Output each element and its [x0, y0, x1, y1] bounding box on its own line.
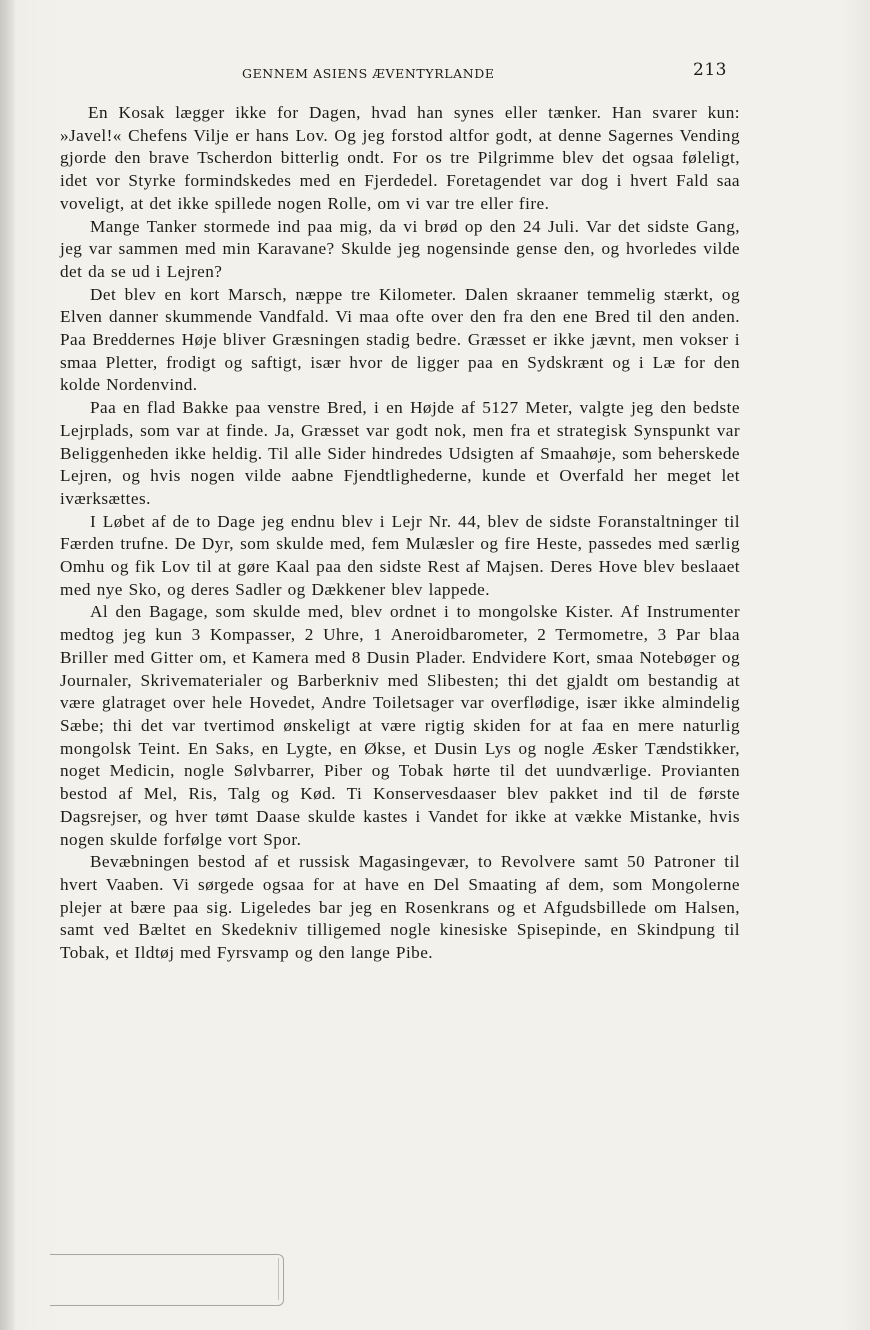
paragraph: Det blev en kort Marsch, næppe tre Kilometer. Dalen skraaner temmelig stærkt, og Elven danner skummende Vandfald. Vi maa ofte over den fra den ene Bred til den anden. Paa Breddernes Høje bliver Græsningen stadig bedre. Græsset er ikke jævnt, men vokser i smaa Pletter, frodigt og saftigt, især hvor de ligger paa en Sydskrænt og i Læ for den kolde Nordenvind.: [60, 284, 740, 395]
page-gutter-shadow: [0, 0, 14, 1330]
paragraph: Mange Tanker stormede ind paa mig, da vi brød op den 24 Juli. Var det sidste Gang, jeg var sammen med min Karavane? Skulde jeg nogensinde gense den, og hvorledes vilde det da se ud i Lejren?: [60, 216, 740, 281]
paragraph: I Løbet af de to Dage jeg endnu blev i Lejr Nr. 44, blev de sidste Foranstaltninger til Færden trufne. De Dyr, som skulde med, fem Mulæsler og fire Heste, passedes med særlig Omhu og fik Lov til at gøre Kaal paa den sidste Rest af Majsen. Deres Hove blev beslaaet med nye Sko, og deres Sadler og Dækkener blev lappede.: [60, 511, 740, 599]
body-text: [60, 102, 740, 965]
page-number: 213: [693, 60, 727, 80]
paragraph: Paa en flad Bakke paa venstre Bred, i en Højde af 5127 Meter, valgte jeg den bedste Lejrplads, som var at finde. Ja, Græsset var godt nok, men fra et strategisk Synspunkt var Beliggenheden ikke heldig. Til alle Sider hindredes Udsigten af Smaahøje, som beherskede Lejren, og hvis nogen vilde aabne Fjendtlighederne, kunde et Overfald her meget let iværksættes.: [60, 398, 740, 508]
paragraph: Al den Bagage, som skulde med, blev ordnet i to mongolske Kister. Af Instrumenter medtog jeg kun 3 Kompasser, 2 Uhre, 1 Aneroidbarometer, 2 Termometre, 3 Par blaa Briller med Gitter om, et Kamera med 8 Dusin Plader. Endvidere Kort, smaa Notebøger og Journaler, Skrivematerialer og Barberkniv med Slibesten; thi det gjaldt om bestandig at være glatraget over hele Hovedet, Andre Toiletsager var overflødige, især ikke almindelig Sæbe; thi det var tvertimod ønskeligt at være rigtig skiden for at faa en mere naturlig mongolsk Teint. En Saks, en Lygte, en Økse, et Dusin Lys og nogle Æsker Tændstikker, noget Medicin, nogle Sølvbarrer, Piber og Tobak hørte til det uundværlige. Provianten bestod af Mel, Ris, Talg og Kød. Ti Konservesdaaser blev pakket ind til de første Dagsrejser, og hver tømt Daase skulde kastes i Vandet for ikke at vække Mistanke, hvis nogen skulde forfølge vort Spor.: [60, 602, 740, 849]
running-header: [80, 60, 735, 88]
running-title: GENNEM ASIENS ÆVENTYRLANDE: [242, 66, 495, 81]
faint-bracket-mark-inner: [50, 1258, 279, 1300]
paragraph: En Kosak lægger ikke for Dagen, hvad han synes eller tænker. Han svarer kun: »Javel!« Chefens Vilje er hans Lov. Og jeg forstod altfor godt, at denne Sagernes Vending gjorde den brave Tscherdon bitterlig ondt. For os tre Pilgrimme blev det ogsaa føleligt, idet vor Styrke formindskedes med en Fjerdedel. Foretagendet var dog i hvert Fald saa voveligt, at det ikke spillede nogen Rolle, om vi var tre eller fire.: [60, 103, 740, 213]
paragraph: Bevæbningen bestod af et russisk Magasingevær, to Revolvere samt 50 Patroner til hvert Vaaben. Vi sørgede ogsaa for at have en Del Smaating af dem, som Mongolerne plejer at bære paa sig. Ligeledes bar jeg en Rosenkrans og et Afgudsbillede om Halsen, samt ved Bæltet en Skedekniv tilligemed nogle kinesiske Spisepinde, en Skindpung til Tobak, et Ildtøj med Fyrsvamp og den lange Pibe.: [60, 852, 740, 963]
